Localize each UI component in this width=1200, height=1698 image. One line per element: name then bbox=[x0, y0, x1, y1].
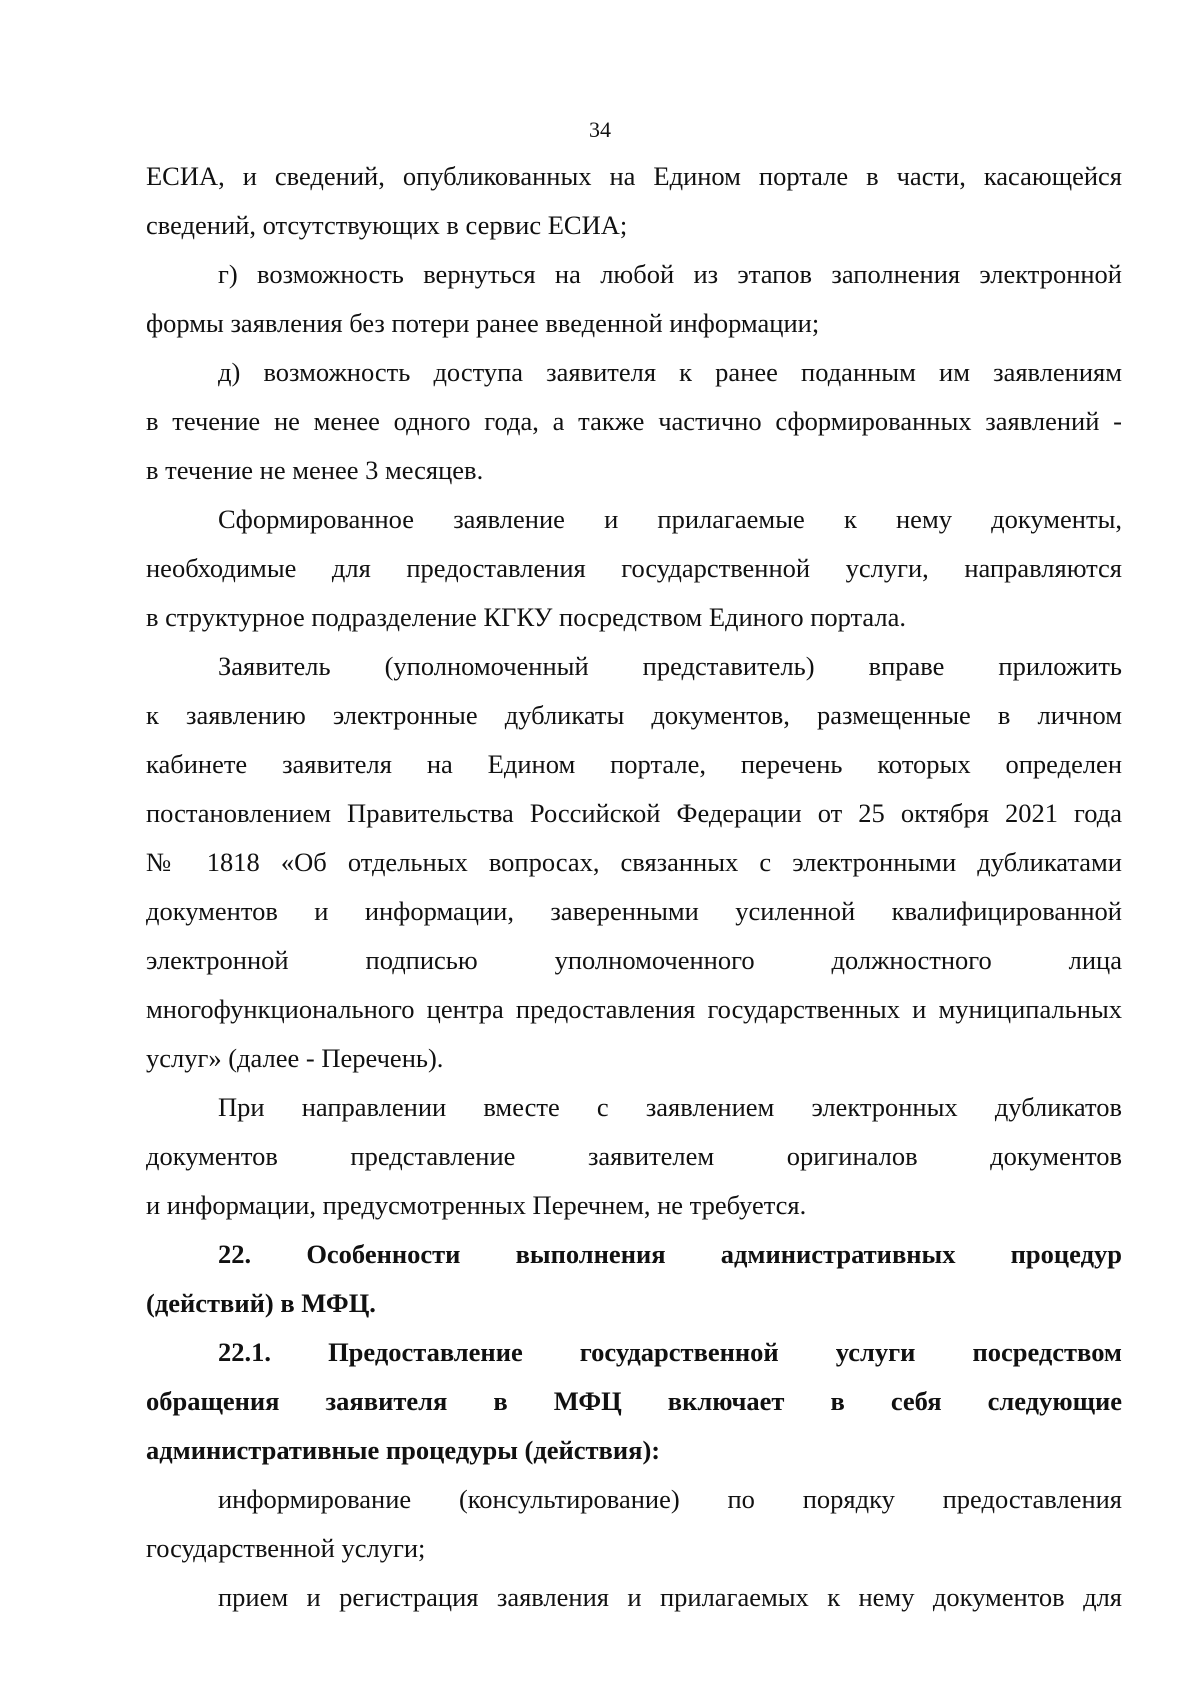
text-line: Сформированное заявление и прилагаемые к нему документы, bbox=[218, 504, 1122, 534]
text-line: государственной услуги; bbox=[146, 1533, 426, 1563]
text-line: сведений, отсутствующих в сервис ЕСИА; bbox=[146, 210, 628, 240]
paragraph bbox=[146, 152, 1122, 250]
text-line: услуг» (далее - Перечень). bbox=[146, 1043, 444, 1073]
text-line: документов и информации, заверенными усиленной квалифицированной bbox=[146, 896, 1122, 926]
paragraph bbox=[146, 1475, 1122, 1573]
text-line: административные процедуры (действия): bbox=[146, 1435, 661, 1465]
text-line: г) возможность вернуться на любой из этапов заполнения электронной bbox=[218, 259, 1122, 289]
text-line: в структурное подразделение КГКУ посредством Единого портала. bbox=[146, 602, 907, 632]
text-line: обращения заявителя в МФЦ включает в себя следующие bbox=[146, 1386, 1122, 1416]
text-line: необходимые для предоставления государственной услуги, направляются bbox=[146, 553, 1122, 583]
paragraph bbox=[146, 348, 1122, 495]
text-line: 22. Особенности выполнения административных процедур bbox=[218, 1239, 1122, 1269]
text-line: к заявлению электронные дубликаты документов, размещенные в личном bbox=[146, 700, 1122, 730]
text-line: информирование (консультирование) по порядку предоставления bbox=[218, 1484, 1122, 1514]
text-line: (действий) в МФЦ. bbox=[146, 1288, 376, 1318]
paragraph bbox=[146, 1573, 1122, 1622]
paragraph bbox=[146, 1083, 1122, 1230]
section-heading bbox=[146, 1328, 1122, 1475]
paragraph bbox=[146, 495, 1122, 642]
text-line: прием и регистрация заявления и прилагаемых к нему документов для bbox=[218, 1582, 1122, 1612]
text-line: д) возможность доступа заявителя к ранее поданным им заявлениям bbox=[218, 357, 1122, 387]
paragraph bbox=[146, 642, 1122, 1083]
text-line: ЕСИА, и сведений, опубликованных на Едином портале в части, касающейся bbox=[146, 161, 1122, 191]
text-line: многофункционального центра предоставления государственных и муниципальных bbox=[146, 994, 1122, 1024]
text-line: электронной подписью уполномоченного должностного лица bbox=[146, 945, 1122, 975]
text-line: постановлением Правительства Российской Федерации от 25 октября 2021 года bbox=[146, 798, 1122, 828]
text-line: в течение не менее 3 месяцев. bbox=[146, 455, 484, 485]
text-line: При направлении вместе с заявлением электронных дубликатов bbox=[218, 1092, 1122, 1122]
text-line: в течение не менее одного года, а также частично сформированных заявлений - bbox=[146, 406, 1122, 436]
page-number: 34 bbox=[589, 117, 611, 142]
paragraph bbox=[146, 250, 1122, 348]
text-line: документов представление заявителем оригиналов документов bbox=[146, 1141, 1122, 1171]
text-line: Заявитель (уполномоченный представитель) вправе приложить bbox=[218, 651, 1122, 681]
text-line: формы заявления без потери ранее введенной информации; bbox=[146, 308, 820, 338]
section-heading bbox=[146, 1230, 1122, 1328]
text-line: 22.1. Предоставление государственной услуги посредством bbox=[218, 1337, 1122, 1367]
text-line: кабинете заявителя на Едином портале, перечень которых определен bbox=[146, 749, 1122, 779]
document-body bbox=[146, 152, 1122, 1622]
text-line: № 1818 «Об отдельных вопросах, связанных с электронными дубликатами bbox=[146, 847, 1122, 877]
text-line: и информации, предусмотренных Перечнем, не требуется. bbox=[146, 1190, 807, 1220]
